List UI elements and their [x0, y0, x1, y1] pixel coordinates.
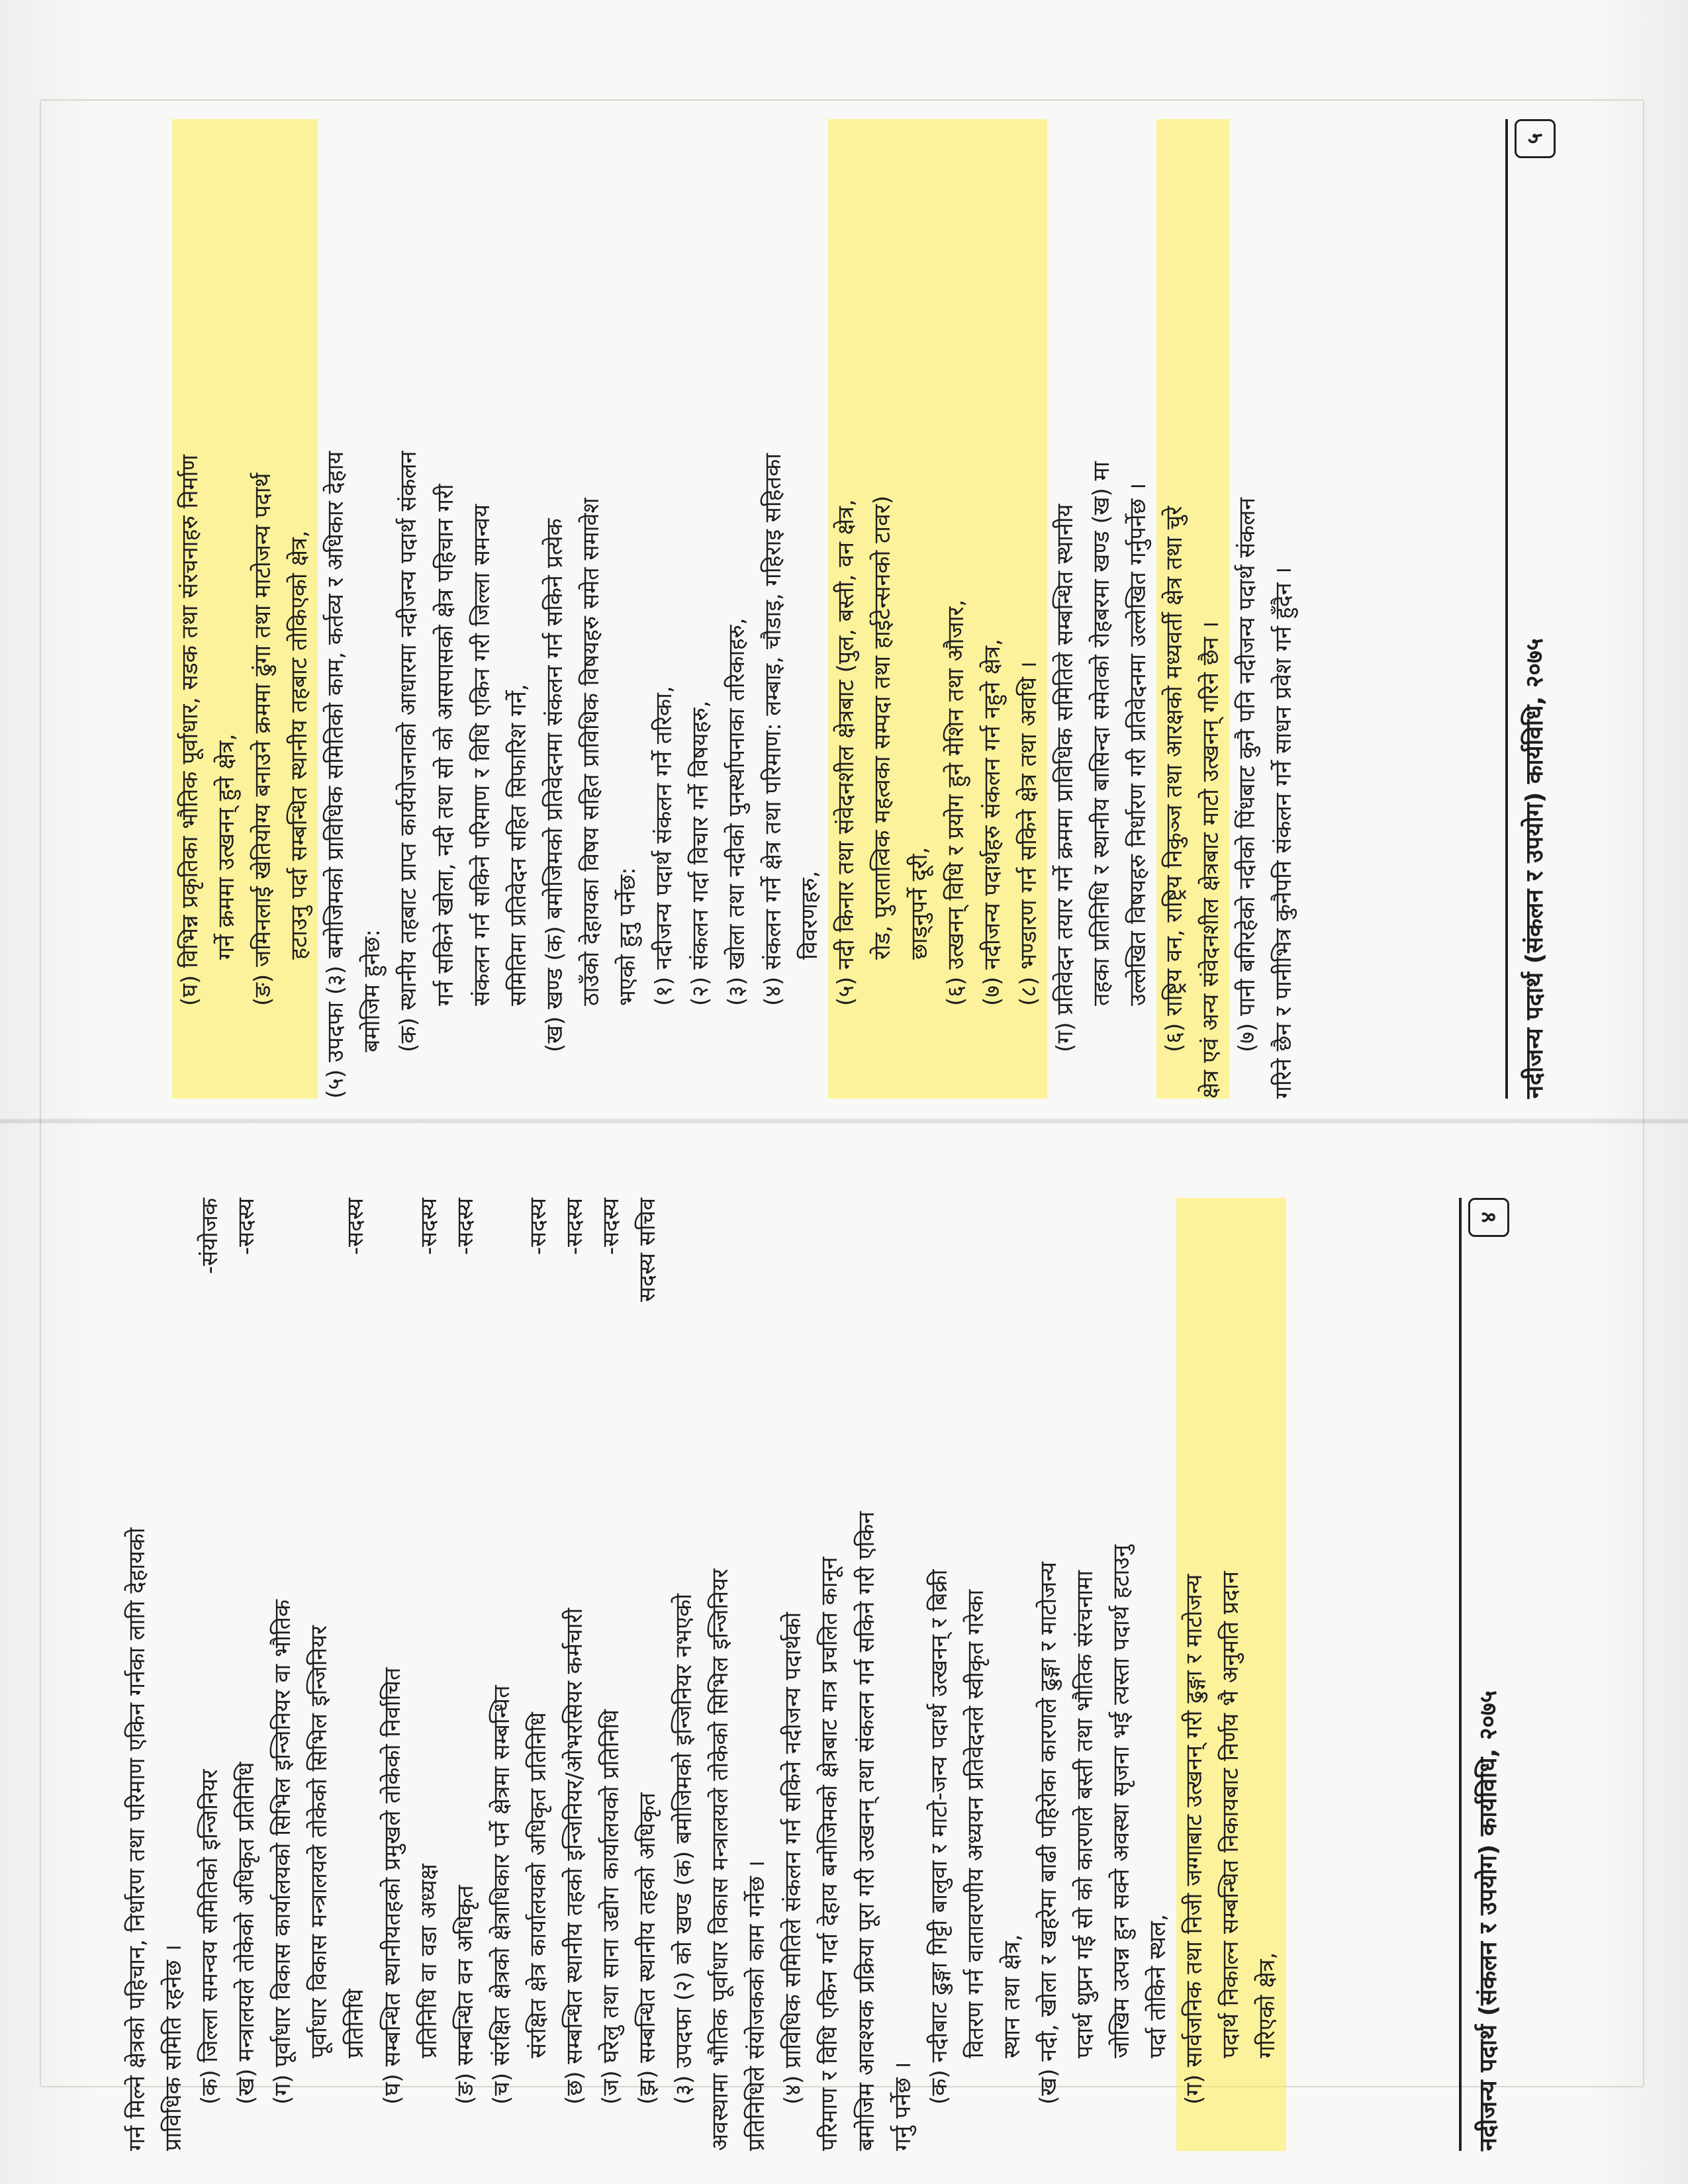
footer-title: नदीजन्य पदार्थ (संकलन र उपयोग) कार्यविधि, २०७५ [1474, 1690, 1502, 2151]
clause-nga-cont: हटाउनु पर्दा सम्बन्धित स्थानीय तहबाट तोकिएको क्षेत्र, [281, 119, 318, 1099]
subsection-4-cont-1: परिमाण र विधि एकिन गर्दा देहाय बमोजिमको क्षेत्रबाट मात्र प्रचलित कानून [816, 1557, 843, 2151]
subsection-6-cont: क्षेत्र एवं अन्य संवेदनशील क्षेत्रबाट माटो उत्खनन् गरिने छैन । [1193, 119, 1229, 1099]
clause-gha-cont: गर्ने क्रममा उत्खनन् हुने क्षेत्र, [209, 119, 245, 1099]
clause-ka-cont-1: गर्न सकिने खोला, नदी तथा सो को आसपासको क्षेत्र पहिचान गरी [432, 484, 459, 1006]
member-kha: (ख) मन्त्रालयले तोकेको अधिकृत प्रतिनिधि -सदस्य [228, 1198, 265, 2151]
member-jha: (झ) सम्बन्धित स्थानीय तहको अधिकृत सदस्य सचिव [630, 1198, 666, 2151]
member-ga-cont: पूर्वाधार विकास मन्त्रालयले तोकेको सिभिल इन्जिनियर [306, 1625, 333, 2058]
role-label: -सदस्य [342, 1198, 369, 1255]
booklet-page-5 [146, 93, 1595, 1125]
booklet-page-4 [93, 1171, 1549, 2177]
clause-ka-cont-1: वितरण गर्न वातावरणीय अध्ययन प्रतिवेदनले स्वीकृत गरेका [962, 1589, 989, 2058]
item-5-cont-1: रोड, पुरातात्विक महत्वका सम्पदा तथा हाईटेन्सनको टावर) [865, 119, 901, 1099]
member-cha-cont: संरक्षित क्षेत्र कार्यालयको अधिकृत प्रतिनिधि -सदस्य [520, 1198, 557, 2151]
subsection-3: (३) उपदफा (२) को खण्ड (क) बमोजिमको इन्जिनियर नभएको [671, 1593, 698, 2105]
intro-line-cont: प्राविधिक समिति रहनेछ । [160, 1944, 187, 2151]
clause-ga: (ग) प्रतिवेदन तयार गर्ने क्रममा प्राविधिक समितिले सम्बन्धित स्थानीय [1051, 504, 1078, 1052]
role-label: -सदस्य [233, 1198, 260, 1255]
clause-ga-cont-1: तहका प्रतिनिधि र स्थानीय बासिन्दा समेतको रोहबरमा खण्ड (ख) मा [1088, 461, 1115, 1006]
item-2: (२) संकलन गर्दा विचार गर्ने विषयहरु, [687, 700, 714, 1006]
member-gha-cont: प्रतिनिधि वा वडा अध्यक्ष -सदस्य [411, 1198, 447, 2151]
role-label: -सदस्य [415, 1198, 442, 1255]
page-number: ५ [1515, 119, 1556, 158]
item-5-cont-2: छाड्नुपर्ने दूरी, [902, 119, 938, 1099]
item-1: (१) नदीजन्य पदार्थ संकलन गर्ने तरिका, [651, 686, 678, 1006]
subsection-7-cont: गरिने छैन र पानीभित्र कुनैपनि संकलन गर्ने साधन प्रवेश गर्न हुँदैन । [1270, 567, 1297, 1099]
clause-ka-cont-2: संकलन गर्न सकिने परिमाण र विधि एकिन गरी जिल्ला समन्वय [468, 504, 495, 1006]
item-8: (८) भण्डारण गर्न सकिने क्षेत्र तथा अवधि । [1011, 119, 1047, 1099]
page-footer [1505, 119, 1556, 1099]
role-label: -सदस्य [561, 1198, 588, 1255]
clause-kha-cont-1: ठाउँको देहायका विषय सहित प्राविधिक विषयहरु समेत समावेश [577, 498, 604, 1006]
subsection-6: (६) राष्ट्रिय वन, राष्ट्रिय निकुञ्ज तथा आरक्षको मध्यवर्ती क्षेत्र तथा चुरे [1156, 119, 1193, 1099]
member-chha: (छ) सम्बन्धित स्थानीय तहको इन्जिनियर/ओभरसियर कर्मचारी -सदस्य [557, 1198, 593, 2151]
subsection-4-cont-3: गर्नु पर्नेछ । [889, 2062, 916, 2151]
intro-line: गर्न मिल्ने क्षेत्रको पहिचान, निर्धारण तथा परिमाण एकिन गर्नका लागि देहायको [124, 1527, 150, 2151]
role-label: -सदस्य [524, 1198, 551, 1255]
clause-ga-cont-2: गरिएको क्षेत्र, [1249, 1198, 1286, 2151]
member-gha: (घ) सम्बन्धित स्थानीयतहको प्रमुखले तोकेको निर्वाचित [379, 1667, 406, 2105]
role-label: -सदस्य [598, 1198, 625, 1255]
clause-ga-cont-2: उल्लेखित विषयहरु निर्धारण गरी प्रतिवेदनमा उल्लेखित गर्नुपर्नेछ । [1125, 482, 1152, 1006]
item-4-cont: विवरणहरु, [796, 870, 823, 960]
subsection-7: (७) पानी बगिरहेको नदीको पिंधबाट कुनै पनि नदीजन्य पदार्थ संकलन [1234, 497, 1261, 1052]
role-label: सदस्य सचिव [634, 1198, 661, 1302]
footer-title: नदीजन्य पदार्थ (संकलन र उपयोग) कार्यविधि, २०७५ [1521, 638, 1548, 1099]
member-nga: (ङ) सम्बन्धित वन अधिकृत -सदस्य [447, 1198, 484, 2151]
item-6: (६) उत्खनन् विधि र प्रयोग हुने मेशिन तथा औजार, [938, 119, 974, 1099]
role-label: -सदस्य [451, 1198, 479, 1255]
clause-kha: (ख) नदी, खोला र खहरेमा बाढी पहिरोका कारणले ढुङ्गा र माटोजन्य [1035, 1561, 1062, 2105]
clause-ga-cont-1: पदार्थ निकाल्न सम्बन्धित निकायबाट निर्णय भै अनुमति प्रदान [1213, 1198, 1249, 2151]
item-3: (३) खोला तथा नदीको पुनर्स्थापनाका तरिकाहरु, [724, 617, 751, 1006]
clause-ka-cont-2: स्थान तथा क्षेत्र, [998, 1934, 1025, 2058]
clause-ga: (ग) सार्वजनिक तथा निजी जग्गाबाट उत्खनन् गरी ढुङ्गा र माटोजन्य [1176, 1198, 1213, 2151]
subsection-4: (४) प्राविधिक समितिले संकलन गर्न सकिने नदीजन्य पदार्थको [780, 1612, 807, 2105]
subsection-4-cont-2: बमोजिम आवश्यक प्रक्रिया पूरा गरी उत्खनन् तथा संकलन गर्न सकिने गरी एकिन [853, 1511, 880, 2151]
item-5: (५) नदी किनार तथा संवेदनशील क्षेत्रबाट (पुल, बस्ती, वन क्षेत्र, [828, 119, 865, 1099]
page-number: ४ [1468, 1198, 1509, 1237]
subsection-5: (५) उपदफा (३) बमोजिमको प्राविधिक समितिको काम, कर्तव्य र अधिकार देहाय [322, 451, 350, 1099]
page-footer [1459, 1198, 1509, 2151]
item-4: (४) संकलन गर्ने क्षेत्र तथा परिमाण: लम्बाइ, चौडाइ, गहिराइ सहितका [760, 453, 787, 1006]
clause-gha: (घ) विभिन्न प्रकृतिका भौतिक पूर्वाधार, सडक तथा संरचनाहरु निर्माण [172, 119, 209, 1099]
member-cha: (च) संरक्षित क्षेत्रको क्षेत्राधिकार पर्ने क्षेत्रमा सम्बन्धित [488, 1685, 515, 2105]
clause-kha-cont-2: भएको हुनु पर्नेछ: [614, 867, 641, 1006]
clause-nga: (ङ) जमिनलाई खेतियोग्य बनाउने क्रममा ढुंगा तथा माटोजन्य पदार्थ [245, 119, 281, 1099]
item-7: (७) नदीजन्य पदार्थहरु संकलन गर्न नहुने क्षेत्र, [974, 119, 1011, 1099]
clause-ka: (क) नदीबाट ढुङ्गा गिट्टी बालुवा र माटो-जन्य पदार्थ उत्खनन् र बिक्री [925, 1569, 953, 2105]
clause-kha-cont-1: पदार्थ थुप्रन गई सो को कारणले बस्ती तथा भौतिक संरचनामा [1072, 1570, 1099, 2058]
subsection-5-cont: बमोजिम हुनेछ: [359, 929, 386, 1052]
clause-kha-cont-2: जोखिम उत्पन्न हुन सक्ने अवस्था सृजना भई त्यस्ता पदार्थ हटाउनु [1108, 1545, 1135, 2058]
member-ga: (ग) पूर्वाधार विकास कार्यालयको सिभिल इन्जिनियर वा भौतिक [269, 1599, 297, 2105]
clause-ka: (क) स्थानीय तहबाट प्राप्त कार्ययोजनाको आधारमा नदीजन्य पदार्थ संकलन [395, 451, 422, 1052]
member-ka: (क) जिल्ला समन्वय समितिको इन्जिनियर -संयोजक [192, 1198, 228, 2151]
subsection-3-cont-2: प्रतिनिधिले संयोजकको काम गर्नेछ । [743, 1860, 771, 2151]
member-ga-cont-2: प्रतिनिधि -सदस्य [338, 1198, 374, 2151]
clause-kha-cont-3: पर्दा तोकिने स्थल, [1145, 1914, 1172, 2058]
member-ja: (ज) घरेलु तथा साना उद्योग कार्यालयको प्रतिनिधि -सदस्य [593, 1198, 630, 2151]
clause-kha: (ख) खण्ड (क) बमोजिमको प्रतिवेदनमा संकलन गर्न सकिने प्रत्येक [541, 518, 568, 1052]
clause-ka-cont-3: समितिमा प्रतिवेदन सहित सिफारिश गर्ने, [504, 684, 532, 1006]
role-label: -संयोजक [197, 1198, 224, 1275]
subsection-3-cont-1: अवस्थामा भौतिक पूर्वाधार विकास मन्त्रालयले तोकेको सिभिल इन्जिनियर [707, 1569, 734, 2151]
